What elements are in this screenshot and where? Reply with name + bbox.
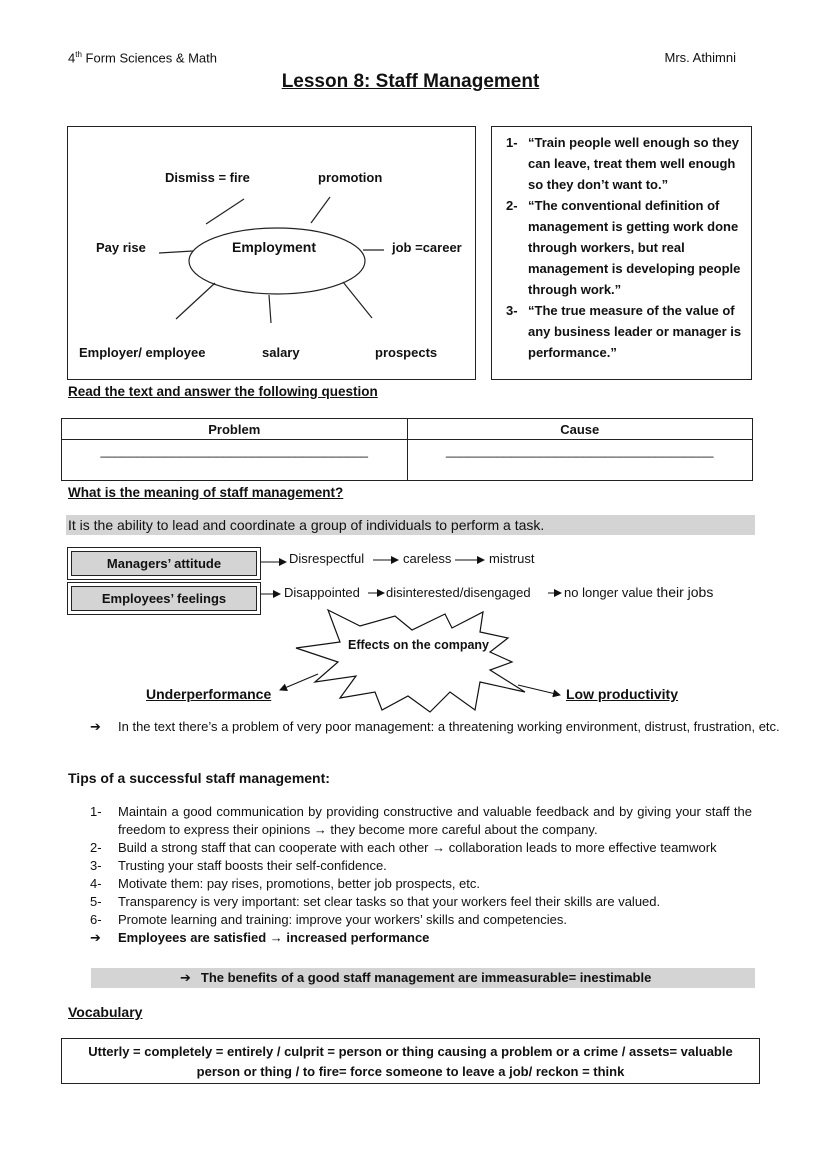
spoke-promotion [311, 197, 330, 223]
quote-text: “Train people well enough so they can leave, treat them well enough so they don’t want to.” [528, 135, 739, 192]
mindmap-employer: Employer/ employee [79, 345, 206, 360]
problem-cause-table [61, 418, 753, 481]
arrow-under [280, 674, 318, 690]
quote-item: 3- “The true measure of the value of any business leader or manager is performance.” [506, 303, 742, 360]
arrow-bullet-icon: ➔ [90, 719, 101, 734]
spoke-prospects [343, 282, 372, 318]
quotes-list [492, 132, 751, 363]
arrow-low [518, 685, 560, 695]
tips-heading: Tips of a successful staff management: [68, 770, 330, 786]
vocab-heading: Vocabulary [68, 1004, 143, 1020]
spoke-payrise [159, 251, 193, 253]
arrow-bullet-icon: ➔ [90, 930, 101, 945]
effect-low-productivity: Low productivity [566, 686, 678, 702]
page-title: Lesson 8: Staff Management [281, 71, 540, 92]
quotes-box [491, 126, 752, 380]
tip-item: 1- Maintain a good communication by providing constructive and valuable feedback and by giving your staff the freedom to express their opinions → they become more careful about the company. [90, 804, 752, 837]
vocab-line-2: person or thing / to fire= force someone to leave a job/ reckon = think [196, 1064, 625, 1079]
effects-star [0, 600, 821, 720]
mindmap-salary: salary [262, 345, 300, 360]
form-sup: th [75, 50, 82, 59]
managers-chain-1: Disrespectful [289, 551, 365, 566]
managers-chain-2: careless [403, 551, 452, 566]
arrow-bullet-icon: ➔ [180, 970, 191, 985]
mindmap-promotion: promotion [318, 170, 383, 185]
spoke-salary [269, 295, 271, 323]
meaning-answer: It is the ability to lead and coordinate a group of individuals to perform a task. [68, 517, 545, 533]
quote-item: 2- “The conventional definition of management is getting work done through workers, but real management is developing people through work.” [506, 198, 741, 297]
quote-text: “The conventional definition of management is getting work done through workers, but real management is developing people through work.” [528, 198, 741, 297]
tip-item: 6- Promote learning and training: improve your workers’ skills and competencies. [90, 912, 567, 927]
managers-inner: Managers’ attitude [71, 551, 257, 576]
tip-satisfied: ➔ Employees are satisfied → increased performance [90, 930, 430, 945]
quote-text: “The true measure of the value of any business leader or manager is performance.” [528, 303, 742, 360]
spoke-dismiss [206, 199, 244, 224]
mindmap-box [67, 126, 476, 380]
tip-item: 3- Trusting your staff boosts their self-confidence. [90, 858, 387, 873]
vocab-line-1: Utterly = completely = entirely / culprit = person or thing causing a problem or a crime / assets= valuable [88, 1044, 733, 1059]
poor-management: ➔ In the text there’s a problem of very poor management: a threatening working environment, distrust, frustration, etc. [90, 719, 780, 734]
quote-item: 1- “Train people well enough so they can leave, treat them well enough so they don’t want to.” [506, 135, 739, 192]
effect-underperformance: Underperformance [146, 686, 272, 702]
employees-chain-3: no longer value their jobs [564, 584, 714, 600]
tip-item: 2- Build a strong staff that can cooperate with each other → collaboration leads to more effective teamwork [90, 840, 717, 855]
tip-item: 5- Transparency is very important: set clear tasks so that your workers feel their skills are valued. [90, 894, 661, 909]
read-heading: Read the text and answer the following question [68, 384, 378, 399]
meaning-heading: What is the meaning of staff management? [68, 485, 344, 500]
form-rest: Form Sciences & Math [81, 50, 218, 66]
benefits: ➔ The benefits of a good staff management are immeasurable= inestimable [180, 970, 652, 985]
center-ellipse [189, 228, 365, 294]
employees-inner: Employees’ feelings [71, 586, 257, 611]
tips-list [90, 803, 752, 947]
cause-answer-field[interactable]: _____________________________________ [407, 440, 753, 481]
managers-chain-3: mistrust [489, 551, 535, 566]
mindmap-payrise: Pay rise [96, 240, 146, 255]
employees-chain-1: Disappointed [284, 585, 360, 600]
mindmap-center: Employment [232, 239, 317, 255]
mindmap-dismiss: Dismiss = fire [165, 170, 250, 185]
employees-chain-2: disinterested/disengaged [386, 585, 531, 600]
star-label: Effects on the company [348, 638, 489, 652]
vocab-box [61, 1038, 760, 1084]
col-cause: Cause [407, 419, 753, 440]
problem-answer-field[interactable]: _____________________________________ [62, 440, 408, 481]
form-label [68, 50, 217, 65]
mindmap-job: job =career [392, 240, 462, 255]
teacher-name: Mrs. Athimni [664, 50, 736, 65]
spoke-employer [176, 283, 215, 319]
star-shape [296, 610, 525, 712]
col-problem: Problem [62, 419, 408, 440]
tip-item: 4- Motivate them: pay rises, promotions, better job prospects, etc. [90, 876, 480, 891]
form-number: 4 [68, 50, 76, 66]
mindmap-prospects: prospects [375, 345, 438, 360]
